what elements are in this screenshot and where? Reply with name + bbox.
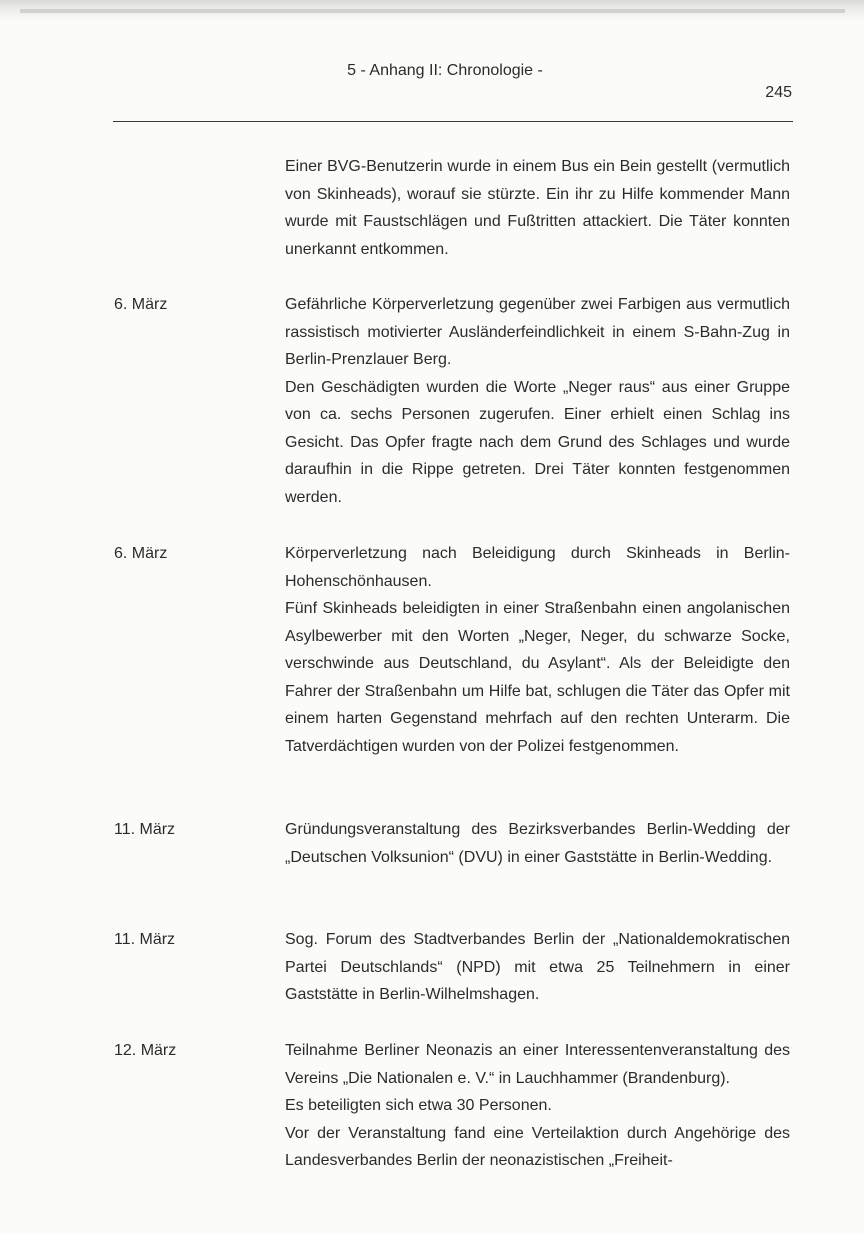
entry-paragraph: Gefährliche Körperverletzung gegenüber zwei Farbigen aus vermutlich rassistisch motivierter Ausländerfeindlichkeit in einem S-Bahn-Zug in Berlin-Prenzlauer Berg. [285,296,790,368]
entry-paragraph: Einer BVG-Benutzerin wurde in einem Bus ein Bein gestellt (vermutlich von Skinheads), worauf sie stürzte. Ein ihr zu Hilfe kommender Mann wurde mit Faustschlägen und Fußtritten attackiert. Die Täter konnten unerkannt entkommen. [285,158,790,258]
entry-paragraph: Vor der Veranstaltung fand eine Verteilaktion durch Angehörige des Landesverbandes Berlin der neonazistischen „Freiheit- [285,1124,790,1169]
entry-date: 6. März [114,296,168,313]
entry-paragraph: Gründungsveranstaltung des Bezirksverbandes Berlin-Wedding der „Deutschen Volksunion“ (DVU) in einer Gaststätte in Berlin-Wedding. [285,821,790,866]
entry-text [285,926,790,1009]
entry-date: 11. März [114,931,176,948]
entry-text [285,540,790,760]
entry-paragraph: Es beteiligten sich etwa 30 Personen. [285,1097,552,1114]
entry-date: 6. März [114,545,168,562]
entry-text [285,1037,790,1175]
running-head: 5 - Anhang II: Chronologie - [347,62,543,79]
entry-paragraph: Teilnahme Berliner Neonazis an einer Interessentenveranstaltung des Vereins „Die Nationalen e. V.“ in Lauchhammer (Brandenburg). [285,1042,790,1087]
scan-edge [0,0,864,22]
entry-paragraph: Den Geschädigten wurden die Worte „Neger raus“ aus einer Gruppe von ca. sechs Personen zugerufen. Einer erhielt einen Schlag ins Gesicht. Das Opfer fragte nach dem Grund des Schlages und wurde daraufhin in die Rippe getreten. Drei Täter konnten festgenommen werden. [285,378,790,506]
entry-paragraph: Sog. Forum des Stadtverbandes Berlin der „Nationaldemokratischen Partei Deutschlands“ (NPD) mit etwa 25 Teilnehmern in einer Gaststätte in Berlin-Wilhelmshagen. [285,931,790,1003]
entry-text [285,291,790,511]
scan-shadow-line [20,9,845,13]
entry-text [285,816,790,871]
entry-paragraph: Körperverletzung nach Beleidigung durch Skinheads in Berlin-Hohenschönhausen. [285,545,790,590]
page-number: 245 [765,84,792,101]
entry-date: 12. März [114,1042,177,1059]
header-rule [113,121,793,122]
entry-date: 11. März [114,821,176,838]
entry-paragraph: Fünf Skinheads beleidigten in einer Straßenbahn einen angolanischen Asylbewerber mit den Worten „Neger, Neger, du schwarze Socke, verschwinde aus Deutschland, du Asylant“. Als der Beleidigte den Fahrer der Straßenbahn um Hilfe bat, schlugen die Täter das Opfer mit einem harten Gegenstand mehrfach auf den rechten Unterarm. Die Tatverdächtigen wurden von der Polizei festgenommen. [285,600,790,755]
entry-text [285,153,790,263]
